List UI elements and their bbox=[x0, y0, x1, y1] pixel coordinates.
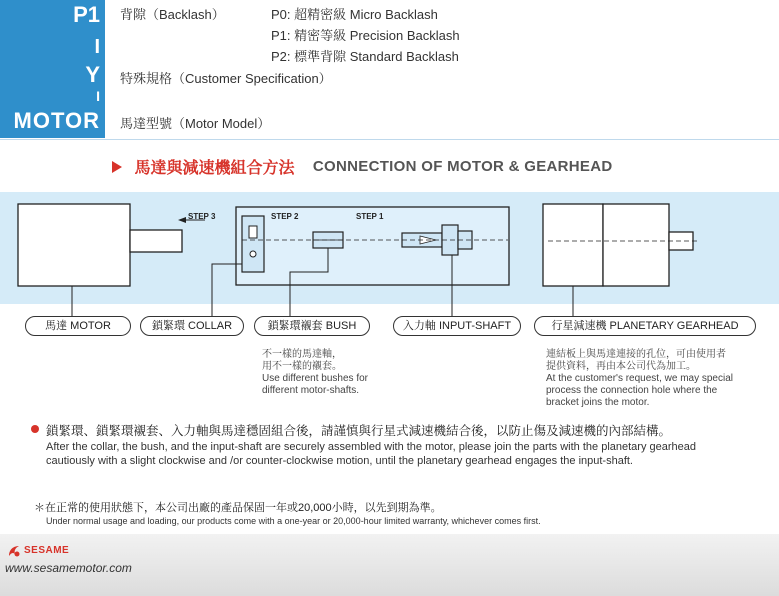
gearhead-body bbox=[603, 204, 669, 286]
instruction-cn: 鎖緊環、鎖緊環襯套、入力軸與馬達穩固組合後，請謹慎與行星式減速機結合後，以防止傷及減速機的內部結構。 bbox=[46, 424, 672, 438]
model-code-band bbox=[0, 0, 105, 138]
sesame-logo-icon bbox=[6, 543, 22, 559]
collar-part bbox=[242, 216, 264, 272]
label-planetary-gearhead: 行星減速機 PLANETARY GEARHEAD bbox=[534, 316, 756, 336]
bush-note: 不一樣的馬達軸， 用不一樣的襯套。 Use different bushes for different motor-shafts. bbox=[262, 349, 368, 396]
label-collar: 鎖緊環 COLLAR bbox=[140, 316, 244, 336]
motor-body bbox=[18, 204, 130, 286]
section-title bbox=[112, 155, 612, 178]
footer-brand: SESAME bbox=[24, 545, 70, 556]
footer-url: www.sesamemotor.com bbox=[5, 561, 132, 575]
divider bbox=[0, 139, 779, 140]
step-2-label: STEP 2 bbox=[271, 212, 299, 221]
section-title-cn: 馬達與減速機組合方法 bbox=[134, 160, 295, 177]
warranty-en: Under normal usage and loading, our products come with a one-year or 20,000-hour limited warranty, whichever comes first. bbox=[46, 516, 541, 526]
instruction-en: After the collar, the bush, and the input-shaft are securely assembled with the motor, please join the parts with the planetary gearhead cautiously with a slight clockwise and /or counter-clockwise motion, until the planetary gearhead engages the input-shaft. bbox=[46, 441, 696, 467]
step-3-label: STEP 3 bbox=[188, 212, 216, 221]
gearhead-note: 連結板上與馬達連接的孔位，可由使用者 提供資料，再由本公司代為加工。 At the customer's request, we may special process the connection hole where the bracket joins the motor. bbox=[546, 349, 733, 408]
code-motor: MOTOR bbox=[13, 108, 100, 133]
code-bar-2: I bbox=[96, 88, 100, 104]
label-input-shaft: 入力軸 INPUT-SHAFT bbox=[393, 316, 521, 336]
step-1-label: STEP 1 bbox=[356, 212, 384, 221]
gearhead-bracket bbox=[543, 204, 603, 286]
motor-model-label: 馬達型號（Motor Model） bbox=[120, 116, 271, 131]
backlash-option-p0: P0: 超精密級 Micro Backlash bbox=[271, 7, 438, 22]
customer-spec-label: 特殊規格（Customer Specification） bbox=[120, 71, 332, 86]
label-bush: 鎖緊環襯套 BUSH bbox=[254, 316, 370, 336]
code-y: Y bbox=[85, 62, 100, 87]
code-bar-1: I bbox=[94, 36, 100, 58]
backlash-option-p1: P1: 精密等級 Precision Backlash bbox=[271, 28, 460, 43]
backlash-option-p2: P2: 標準背隙 Standard Backlash bbox=[271, 49, 459, 64]
label-motor: 馬達 MOTOR bbox=[25, 316, 131, 336]
backlash-label: 背隙（Backlash） bbox=[120, 7, 225, 22]
bullet-icon bbox=[31, 425, 39, 433]
code-p1: P1 bbox=[73, 2, 100, 27]
warranty-cn: ＊在正常的使用狀態下，本公司出廠的產品保固一年或20,000小時，以先到期為準。 bbox=[34, 502, 442, 514]
section-title-en: CONNECTION OF MOTOR & GEARHEAD bbox=[312, 158, 613, 175]
motor-shaft bbox=[130, 230, 182, 252]
triangle-icon bbox=[112, 161, 122, 173]
